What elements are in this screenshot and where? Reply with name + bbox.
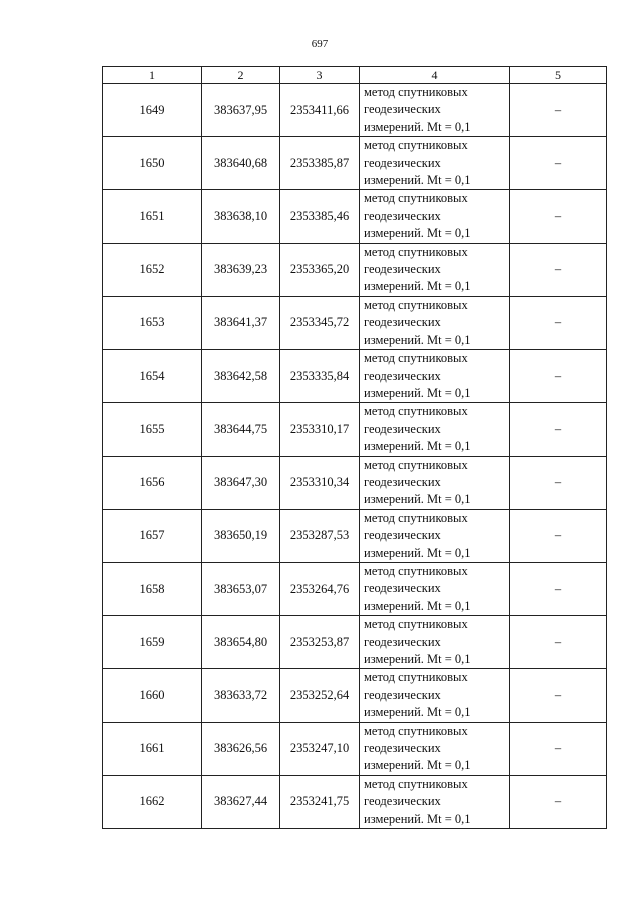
note-cell: – xyxy=(510,137,607,190)
method-line: измерений. Mt = 0,1 xyxy=(364,545,471,560)
method-line: измерений. Mt = 0,1 xyxy=(364,811,471,826)
y-coordinate-cell: 2353287,53 xyxy=(280,509,360,562)
column-header-4: 4 xyxy=(360,67,510,84)
y-coordinate-cell: 2353385,87 xyxy=(280,137,360,190)
method-line: геодезических xyxy=(364,581,441,596)
method-line: геодезических xyxy=(364,741,441,756)
method-line: измерений. Mt = 0,1 xyxy=(364,385,471,400)
method-cell xyxy=(360,509,510,562)
page-number: 697 xyxy=(311,38,329,50)
point-number-cell: 1656 xyxy=(103,456,202,509)
x-coordinate-cell: 383626,56 xyxy=(202,722,280,775)
table-row xyxy=(103,562,607,615)
method-line: метод спутниковых xyxy=(364,670,468,685)
x-coordinate-cell: 383644,75 xyxy=(202,403,280,456)
method-cell xyxy=(360,775,510,828)
column-header-2: 2 xyxy=(202,67,280,84)
x-coordinate-cell: 383642,58 xyxy=(202,350,280,403)
table-row xyxy=(103,190,607,243)
point-number-cell: 1654 xyxy=(103,350,202,403)
method-cell xyxy=(360,296,510,349)
table-row xyxy=(103,722,607,775)
point-number-cell: 1658 xyxy=(103,562,202,615)
method-line: геодезических xyxy=(364,368,441,383)
method-line: геодезических xyxy=(364,421,441,436)
table-row xyxy=(103,296,607,349)
table-row xyxy=(103,669,607,722)
method-cell xyxy=(360,456,510,509)
method-line: геодезических xyxy=(364,794,441,809)
method-line: метод спутниковых xyxy=(364,776,468,791)
table-row xyxy=(103,137,607,190)
x-coordinate-cell: 383637,95 xyxy=(202,84,280,137)
note-cell: – xyxy=(510,775,607,828)
method-line: измерений. Mt = 0,1 xyxy=(364,439,471,454)
table-row xyxy=(103,350,607,403)
table-row xyxy=(103,616,607,669)
method-line: метод спутниковых xyxy=(364,723,468,738)
method-line: метод спутниковых xyxy=(364,191,468,206)
note-cell: – xyxy=(510,722,607,775)
note-cell: – xyxy=(510,190,607,243)
note-cell: – xyxy=(510,350,607,403)
point-number-cell: 1655 xyxy=(103,403,202,456)
method-line: геодезических xyxy=(364,634,441,649)
note-cell: – xyxy=(510,243,607,296)
point-number-cell: 1659 xyxy=(103,616,202,669)
y-coordinate-cell: 2353241,75 xyxy=(280,775,360,828)
point-number-cell: 1652 xyxy=(103,243,202,296)
method-line: измерений. Mt = 0,1 xyxy=(364,173,471,188)
method-cell xyxy=(360,190,510,243)
method-line: измерений. Mt = 0,1 xyxy=(364,598,471,613)
y-coordinate-cell: 2353310,34 xyxy=(280,456,360,509)
method-line: измерений. Mt = 0,1 xyxy=(364,119,471,134)
method-line: метод спутниковых xyxy=(364,351,468,366)
method-line: измерений. Mt = 0,1 xyxy=(364,279,471,294)
x-coordinate-cell: 383640,68 xyxy=(202,137,280,190)
method-line: метод спутниковых xyxy=(364,244,468,259)
method-cell xyxy=(360,722,510,775)
x-coordinate-cell: 383638,10 xyxy=(202,190,280,243)
method-line: измерений. Mt = 0,1 xyxy=(364,705,471,720)
point-number-cell: 1661 xyxy=(103,722,202,775)
note-cell: – xyxy=(510,296,607,349)
note-cell: – xyxy=(510,84,607,137)
y-coordinate-cell: 2353335,84 xyxy=(280,350,360,403)
y-coordinate-cell: 2353411,66 xyxy=(280,84,360,137)
x-coordinate-cell: 383639,23 xyxy=(202,243,280,296)
y-coordinate-cell: 2353385,46 xyxy=(280,190,360,243)
table-body xyxy=(103,84,607,829)
coordinates-table xyxy=(102,66,607,829)
method-line: измерений. Mt = 0,1 xyxy=(364,758,471,773)
x-coordinate-cell: 383627,44 xyxy=(202,775,280,828)
y-coordinate-cell: 2353253,87 xyxy=(280,616,360,669)
point-number-cell: 1649 xyxy=(103,84,202,137)
table-header-row xyxy=(103,67,607,84)
method-cell xyxy=(360,616,510,669)
y-coordinate-cell: 2353264,76 xyxy=(280,562,360,615)
method-line: измерений. Mt = 0,1 xyxy=(364,652,471,666)
x-coordinate-cell: 383633,72 xyxy=(202,669,280,722)
method-line: измерений. Mt = 0,1 xyxy=(364,332,471,347)
method-line: геодезических xyxy=(364,315,441,330)
method-line: метод спутниковых xyxy=(364,617,468,632)
method-line: геодезических xyxy=(364,262,441,277)
point-number-cell: 1651 xyxy=(103,190,202,243)
column-header-5: 5 xyxy=(510,67,607,84)
note-cell: – xyxy=(510,509,607,562)
table-row xyxy=(103,509,607,562)
point-number-cell: 1650 xyxy=(103,137,202,190)
column-header-3: 3 xyxy=(280,67,360,84)
y-coordinate-cell: 2353345,72 xyxy=(280,296,360,349)
method-line: геодезических xyxy=(364,155,441,170)
method-cell xyxy=(360,84,510,137)
method-line: метод спутниковых xyxy=(364,297,468,312)
point-number-cell: 1660 xyxy=(103,669,202,722)
table-row xyxy=(103,456,607,509)
method-line: измерений. Mt = 0,1 xyxy=(364,226,471,241)
y-coordinate-cell: 2353252,64 xyxy=(280,669,360,722)
method-cell xyxy=(360,350,510,403)
point-number-cell: 1662 xyxy=(103,775,202,828)
x-coordinate-cell: 383641,37 xyxy=(202,296,280,349)
method-line: метод спутниковых xyxy=(364,85,468,99)
note-cell: – xyxy=(510,456,607,509)
note-cell: – xyxy=(510,403,607,456)
method-line: геодезических xyxy=(364,528,441,543)
method-line: метод спутниковых xyxy=(364,563,468,578)
x-coordinate-cell: 383654,80 xyxy=(202,616,280,669)
y-coordinate-cell: 2353247,10 xyxy=(280,722,360,775)
x-coordinate-cell: 383647,30 xyxy=(202,456,280,509)
y-coordinate-cell: 2353310,17 xyxy=(280,403,360,456)
x-coordinate-cell: 383653,07 xyxy=(202,562,280,615)
x-coordinate-cell: 383650,19 xyxy=(202,509,280,562)
method-line: метод спутниковых xyxy=(364,138,468,153)
table-row xyxy=(103,775,607,828)
table-row xyxy=(103,243,607,296)
method-line: метод спутниковых xyxy=(364,510,468,525)
table-row xyxy=(103,84,607,137)
method-line: измерений. Mt = 0,1 xyxy=(364,492,471,507)
method-line: геодезических xyxy=(364,102,441,117)
column-header-1: 1 xyxy=(103,67,202,84)
method-cell xyxy=(360,137,510,190)
method-cell xyxy=(360,562,510,615)
method-line: геодезических xyxy=(364,474,441,489)
method-cell xyxy=(360,669,510,722)
note-cell: – xyxy=(510,616,607,669)
method-cell xyxy=(360,403,510,456)
note-cell: – xyxy=(510,562,607,615)
method-cell xyxy=(360,243,510,296)
point-number-cell: 1657 xyxy=(103,509,202,562)
method-line: метод спутниковых xyxy=(364,404,468,419)
table-row xyxy=(103,403,607,456)
method-line: геодезических xyxy=(364,687,441,702)
note-cell: – xyxy=(510,669,607,722)
y-coordinate-cell: 2353365,20 xyxy=(280,243,360,296)
method-line: метод спутниковых xyxy=(364,457,468,472)
method-line: геодезических xyxy=(364,208,441,223)
point-number-cell: 1653 xyxy=(103,296,202,349)
